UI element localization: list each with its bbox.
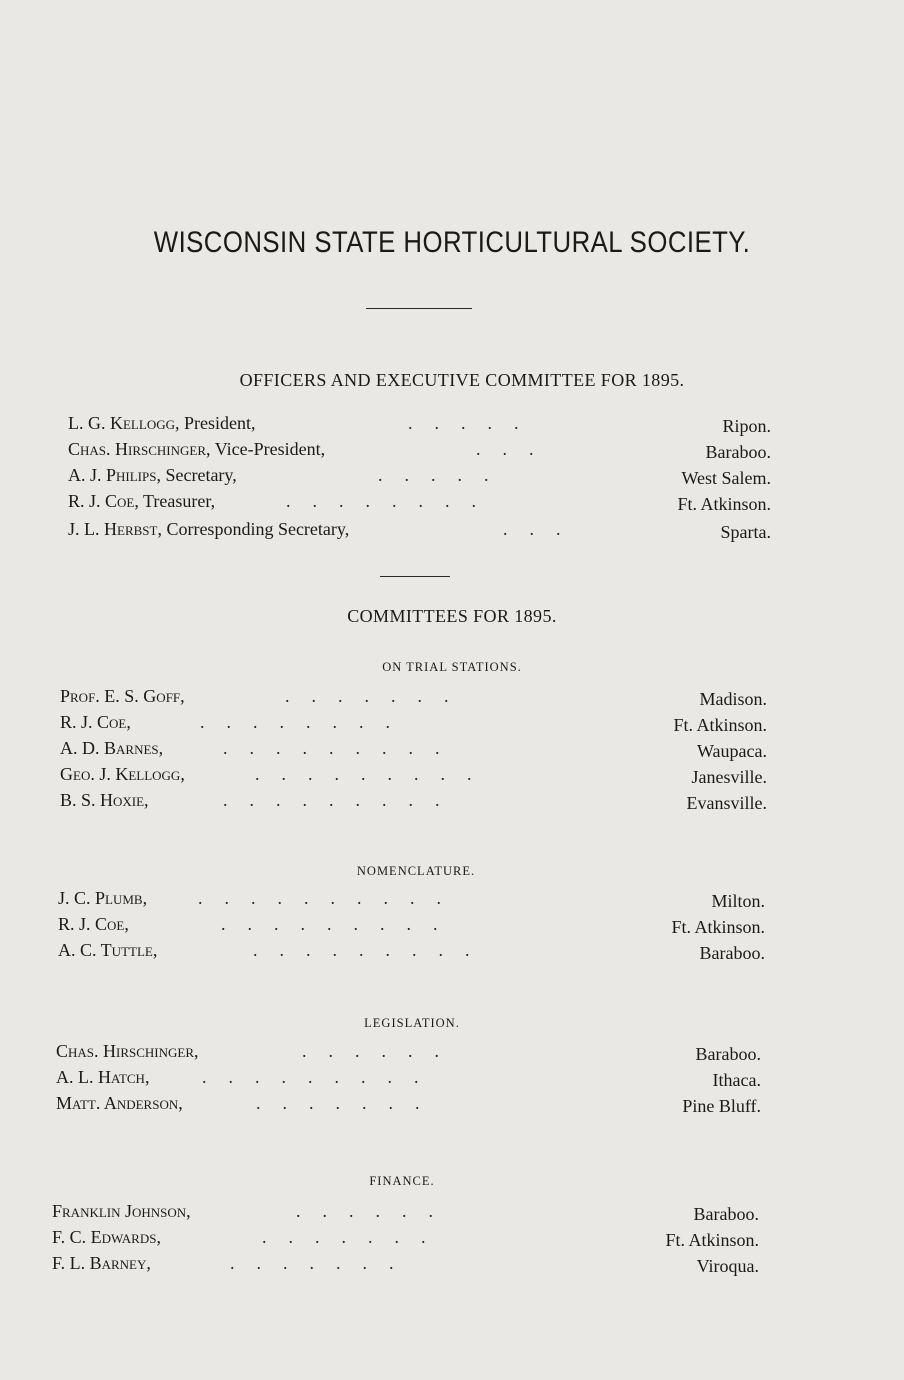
- committees-heading: COMMITTEES FOR 1895.: [347, 606, 557, 626]
- officer-entry: [68, 488, 771, 514]
- dot-leader: .........: [223, 790, 462, 810]
- member-place: Janesville.: [691, 767, 767, 787]
- member-name: A. C. Tuttle,: [58, 940, 158, 960]
- officers-divider: [380, 576, 450, 577]
- member-place: Viroqua.: [696, 1256, 759, 1276]
- committee-member: [58, 911, 765, 937]
- member-place: Ft. Atkinson.: [665, 1230, 759, 1250]
- officer-place: Ft. Atkinson.: [677, 494, 771, 514]
- member-place: Ft. Atkinson.: [673, 715, 767, 735]
- officer-entry: [68, 462, 771, 488]
- member-place: Pine Bluff.: [682, 1096, 761, 1116]
- committee-member: [60, 683, 767, 709]
- trial-stations-label: ON TRIAL STATIONS.: [382, 660, 522, 674]
- dot-leader: .......: [285, 686, 471, 706]
- page-title: WISCONSIN STATE HORTICULTURAL SOCIETY.: [153, 226, 751, 259]
- dot-leader: .....: [378, 465, 511, 485]
- member-name: Prof. E. S. Goff,: [60, 686, 185, 706]
- committee-member: [56, 1038, 761, 1064]
- member-name: Matt. Anderson,: [56, 1093, 183, 1113]
- committee-member: [60, 761, 767, 787]
- member-place: Baraboo.: [699, 943, 765, 963]
- dot-leader: .........: [202, 1067, 441, 1087]
- dot-leader: ..........: [198, 888, 463, 908]
- officer-entry: [68, 436, 771, 462]
- dot-leader: ........: [286, 491, 498, 511]
- member-name: A. L. Hatch,: [56, 1067, 150, 1087]
- officer-role: President,: [183, 413, 256, 433]
- officer-name-line: [68, 488, 215, 514]
- officer-entry: [68, 410, 771, 436]
- officer-name: A. J. Philips,: [68, 465, 161, 485]
- committee-member: [58, 937, 765, 963]
- member-name: B. S. Hoxie,: [60, 790, 149, 810]
- committee-member: [52, 1250, 759, 1276]
- dot-leader: ......: [302, 1041, 461, 1061]
- dot-leader: ...: [476, 439, 556, 459]
- member-place: Ithaca.: [712, 1070, 761, 1090]
- member-name: R. J. Coe,: [60, 712, 131, 732]
- officer-place: Ripon.: [722, 416, 771, 436]
- dot-leader: .....: [408, 413, 541, 433]
- title-divider: [366, 308, 472, 309]
- officer-name-line: [68, 436, 325, 462]
- dot-leader: .........: [253, 940, 492, 960]
- nomenclature-label: NOMENCLATURE.: [356, 864, 476, 878]
- officer-name-line: [68, 410, 255, 436]
- officer-role: Vice-President,: [214, 439, 326, 459]
- finance-label: FINANCE.: [369, 1174, 435, 1188]
- dot-leader: .........: [255, 764, 494, 784]
- officer-role: Treasurer,: [143, 491, 216, 511]
- committee-member: [60, 735, 767, 761]
- officer-name: Chas. Hirschinger,: [68, 439, 211, 459]
- dot-leader: ........: [200, 712, 412, 732]
- member-place: Baraboo.: [695, 1044, 761, 1064]
- dot-leader: .......: [256, 1093, 442, 1113]
- committee-member: [56, 1090, 761, 1116]
- officer-role: Secretary,: [165, 465, 237, 485]
- officer-place: Baraboo.: [705, 442, 771, 462]
- officer-place: Sparta.: [720, 522, 771, 542]
- committee-member: [58, 885, 765, 911]
- officer-entry: [68, 516, 771, 542]
- officer-name-line: [68, 462, 237, 488]
- committee-member: [56, 1064, 761, 1090]
- dot-leader: .........: [221, 914, 460, 934]
- committee-member: [60, 709, 767, 735]
- officer-name-line: [68, 516, 349, 542]
- officers-heading: OFFICERS AND EXECUTIVE COMMITTEE FOR 1895.: [239, 370, 685, 390]
- member-place: Madison.: [699, 689, 767, 709]
- member-name: Franklin Johnson,: [52, 1201, 191, 1221]
- member-place: Baraboo.: [693, 1204, 759, 1224]
- dot-leader: .........: [223, 738, 462, 758]
- committee-member: [52, 1198, 759, 1224]
- member-name: R. J. Coe,: [58, 914, 129, 934]
- officer-place: West Salem.: [681, 468, 771, 488]
- dot-leader: ......: [296, 1201, 455, 1221]
- member-place: Milton.: [711, 891, 765, 911]
- committee-member: [60, 787, 767, 813]
- officer-name: J. L. Herbst,: [68, 519, 162, 539]
- legislation-label: LEGISLATION.: [364, 1016, 460, 1030]
- member-name: F. L. Barney,: [52, 1253, 151, 1273]
- officer-name: L. G. Kellogg,: [68, 413, 180, 433]
- officer-role: Corresponding Secretary,: [166, 519, 350, 539]
- member-place: Ft. Atkinson.: [671, 917, 765, 937]
- member-place: Waupaca.: [696, 741, 767, 761]
- member-name: A. D. Barnes,: [60, 738, 164, 758]
- member-name: J. C. Plumb,: [58, 888, 148, 908]
- officer-name: R. J. Coe,: [68, 491, 139, 511]
- member-place: Evansville.: [686, 793, 767, 813]
- member-name: F. C. Edwards,: [52, 1227, 161, 1247]
- dot-leader: ...: [503, 519, 583, 539]
- dot-leader: .......: [262, 1227, 448, 1247]
- member-name: Chas. Hirschinger,: [56, 1041, 199, 1061]
- dot-leader: .......: [230, 1253, 416, 1273]
- committee-member: [52, 1224, 759, 1250]
- member-name: Geo. J. Kellogg,: [60, 764, 185, 784]
